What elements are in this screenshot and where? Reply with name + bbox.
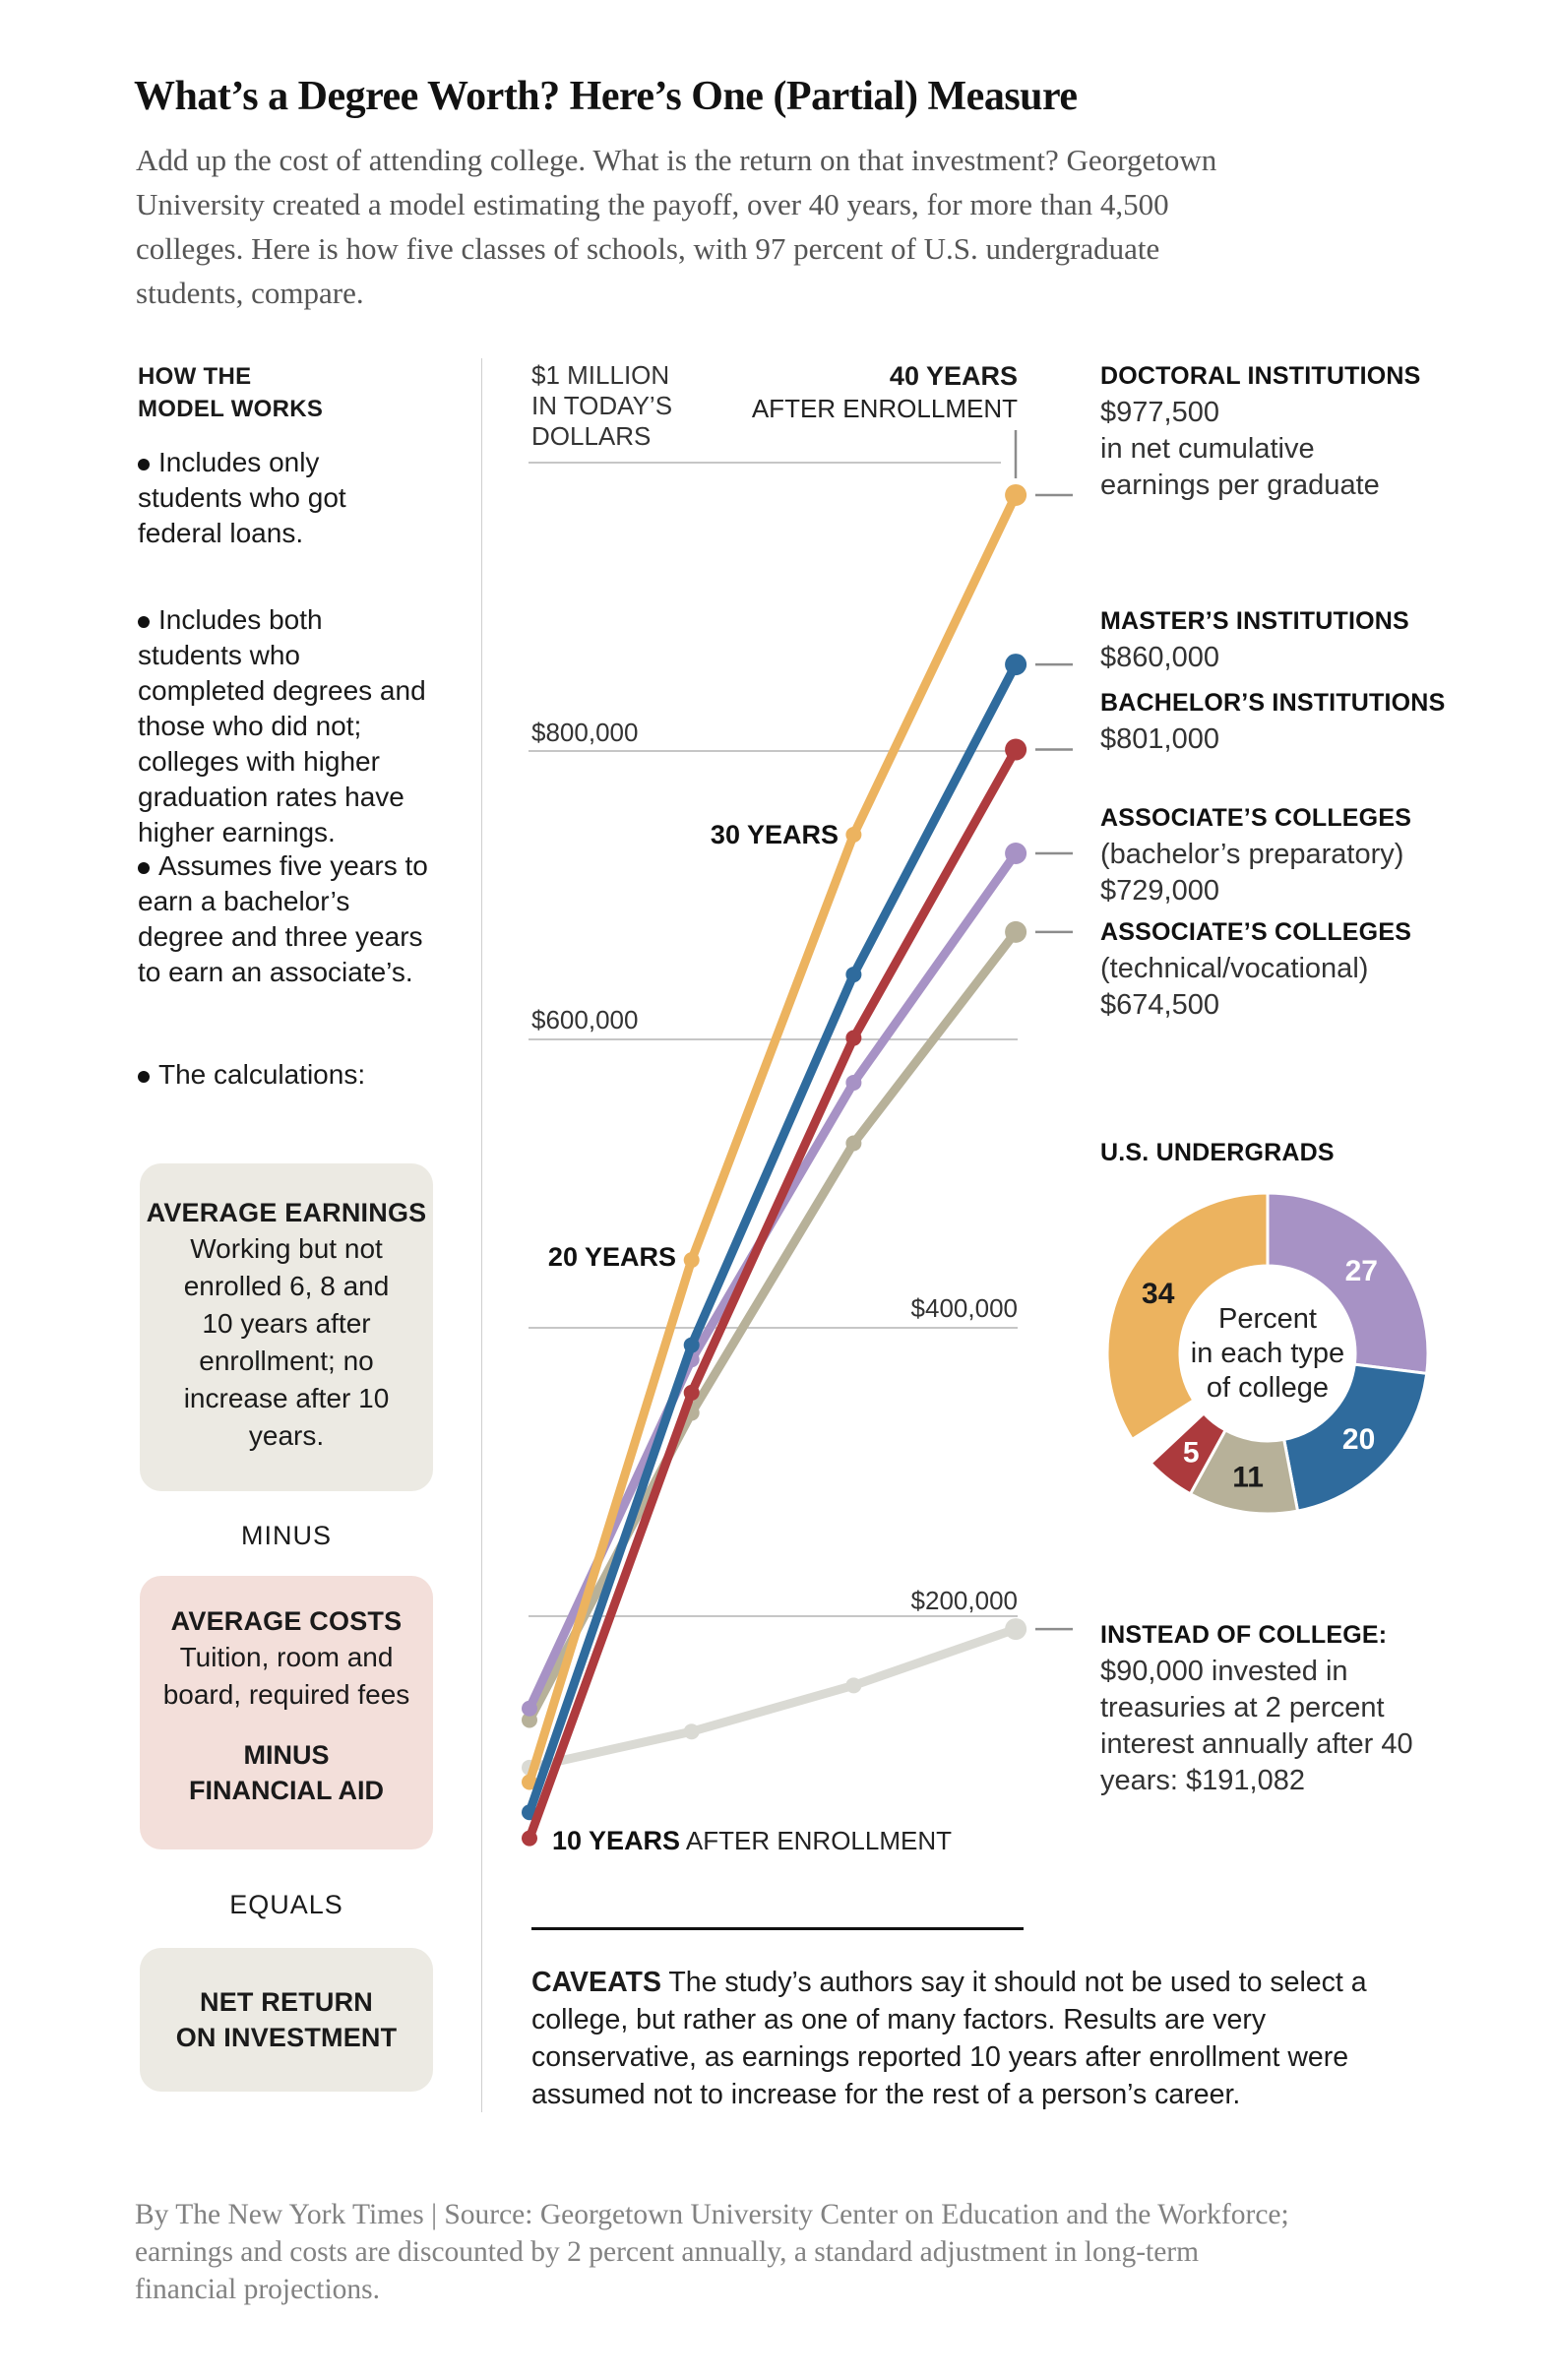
page-subtitle: Add up the cost of attending college. What is the return on that investment? Georgetown University created a model estimating the payoff, over 40 years, for more than 4,500 colleges. Here is how five classes of schools, with 97 percent of U.S. undergraduate students, compare.	[136, 143, 1217, 310]
legend-value: (technical/vocational) $674,500	[1100, 953, 1369, 1021]
ytick-600k: $600,000	[531, 1005, 639, 1034]
box-title: AVERAGE COSTS	[170, 1606, 403, 1636]
xtick-10-bold: 10 YEARS	[552, 1826, 681, 1855]
series-point	[1005, 843, 1026, 864]
bullet-icon	[138, 459, 150, 470]
ytick-800k: $800,000	[531, 718, 639, 747]
series-point	[522, 1701, 537, 1717]
minus-label: MINUS	[241, 1521, 332, 1550]
legend-value: $90,000 invested in treasuries at 2 percent interest annually after 40 years: $191,082	[1100, 1656, 1413, 1796]
xtick-40-bold: 40 YEARS	[889, 361, 1018, 391]
source-attribution: By The New York Times | Source: Georgetown University Center on Education and the Workforce; earnings and costs are discounted by 2 percent annually, a standard adjustment in long-term financial projections.	[135, 2199, 1289, 2305]
box-strong-text: MINUS FINANCIAL AID	[189, 1740, 384, 1805]
bullet-text: Includes both students who completed degrees and those who did not; colleges with higher graduation rates have higher earnings.	[138, 604, 426, 847]
legend-title: MASTER’S INSTITUTIONS	[1100, 607, 1409, 635]
xtick-10-years	[552, 1826, 952, 1856]
ytick-400k: $400,000	[910, 1293, 1018, 1323]
donut-slice-value: 5	[1182, 1436, 1200, 1470]
xtick-40-years	[752, 360, 1018, 425]
caveats-text: The study’s authors say it should not be used to select a college, but rather as one of many factors. Results are very conservative, as earnings reported 10 years after enrollment were assumed not to increase for the rest of a person’s career.	[531, 1967, 1367, 2110]
series-point	[1005, 921, 1026, 943]
bullet-icon	[138, 1071, 150, 1083]
legend-masters	[1100, 604, 1514, 676]
series-point	[845, 1031, 861, 1046]
box-title: NET RETURN ON INVESTMENT	[175, 1987, 398, 2052]
box-title: AVERAGE EARNINGS	[146, 1198, 427, 1227]
legend-value: (bachelor’s preparatory) $729,000	[1100, 839, 1404, 907]
legend-title: ASSOCIATE’S COLLEGES	[1100, 804, 1412, 832]
bullet-text: Assumes five years to earn a bachelor’s degree and three years to earn an associate’s.	[138, 850, 428, 987]
xtick-20-years: 20 YEARS	[547, 1242, 676, 1272]
sidebar-bullet-years-assumed	[138, 848, 468, 990]
sidebar-bullet-calculations	[138, 1057, 468, 1093]
caveats-note	[531, 1964, 1476, 2113]
series-point	[522, 1831, 537, 1847]
equals-label: EQUALS	[229, 1890, 343, 1919]
line-chart	[472, 354, 1073, 1969]
legend-title: INSTEAD OF COLLEGE:	[1100, 1621, 1388, 1649]
donut-slice-value: 11	[1232, 1461, 1264, 1494]
series-point	[684, 1385, 700, 1401]
bullet-text: Includes only students who got federal loans.	[138, 447, 346, 548]
legend-associates-technical	[1100, 915, 1514, 1024]
legend-value: $860,000	[1100, 642, 1219, 673]
series-point	[845, 1135, 861, 1151]
legend-value: $801,000	[1100, 723, 1219, 755]
series-point	[684, 1252, 700, 1268]
caveats-bold: CAVEATS	[531, 1967, 661, 1998]
legend-title: ASSOCIATE’S COLLEGES	[1100, 918, 1412, 946]
box-body: Working but not enrolled 6, 8 and 10 years after enrollment; no increase after 10 years.	[183, 1233, 390, 1451]
donut-slice-value: 27	[1344, 1255, 1378, 1288]
series-point	[1005, 654, 1026, 675]
series-point	[845, 1075, 861, 1091]
legend-title: BACHELOR’S INSTITUTIONS	[1100, 689, 1446, 717]
donut-slice-value: 34	[1142, 1277, 1175, 1310]
legend-title: DOCTORAL INSTITUTIONS	[1100, 362, 1421, 390]
series-point	[1005, 739, 1026, 761]
bullet-text: The calculations:	[158, 1059, 366, 1090]
xtick-30-years: 30 YEARS	[710, 820, 839, 849]
donut-slice-value: 20	[1341, 1422, 1376, 1456]
ytick-200k: $200,000	[910, 1586, 1018, 1615]
series-point	[684, 1338, 700, 1353]
bullet-icon	[138, 862, 150, 874]
legend-associates-preparatory	[1100, 801, 1514, 909]
average-costs-box	[140, 1576, 433, 1849]
series-point	[845, 1677, 861, 1693]
legend-bachelors	[1100, 686, 1514, 758]
page-title: What’s a Degree Worth? Here’s One (Partial) Measure	[134, 74, 1078, 119]
series-point	[845, 967, 861, 982]
sidebar-bullet-completion	[138, 602, 468, 850]
legend-doctoral	[1100, 359, 1514, 504]
sidebar-bullet-federal-loans	[138, 445, 468, 551]
series-point	[1005, 484, 1026, 506]
legend-value: $977,500 in net cumulative earnings per graduate	[1100, 397, 1380, 501]
series-point	[845, 827, 861, 843]
donut-title: U.S. UNDERGRADS	[1100, 1139, 1335, 1166]
ytick-1-million: $1 MILLION IN TODAY’S DOLLARS	[531, 360, 673, 451]
xtick-40-rest: AFTER ENROLLMENT	[751, 394, 1018, 423]
box-body: Tuition, room and board, required fees	[162, 1642, 410, 1710]
net-return-box	[140, 1948, 433, 2092]
series-point	[684, 1723, 700, 1739]
average-earnings-box	[140, 1163, 433, 1491]
legend-instead-of-college	[1100, 1618, 1514, 1799]
series-point	[1005, 1618, 1026, 1640]
bullet-icon	[138, 616, 150, 628]
sidebar-title: HOW THE MODEL WORKS	[138, 363, 324, 422]
xtick-10-rest: AFTER ENROLLMENT	[680, 1826, 953, 1855]
donut-center-label: Percent in each type of college	[1190, 1303, 1345, 1404]
